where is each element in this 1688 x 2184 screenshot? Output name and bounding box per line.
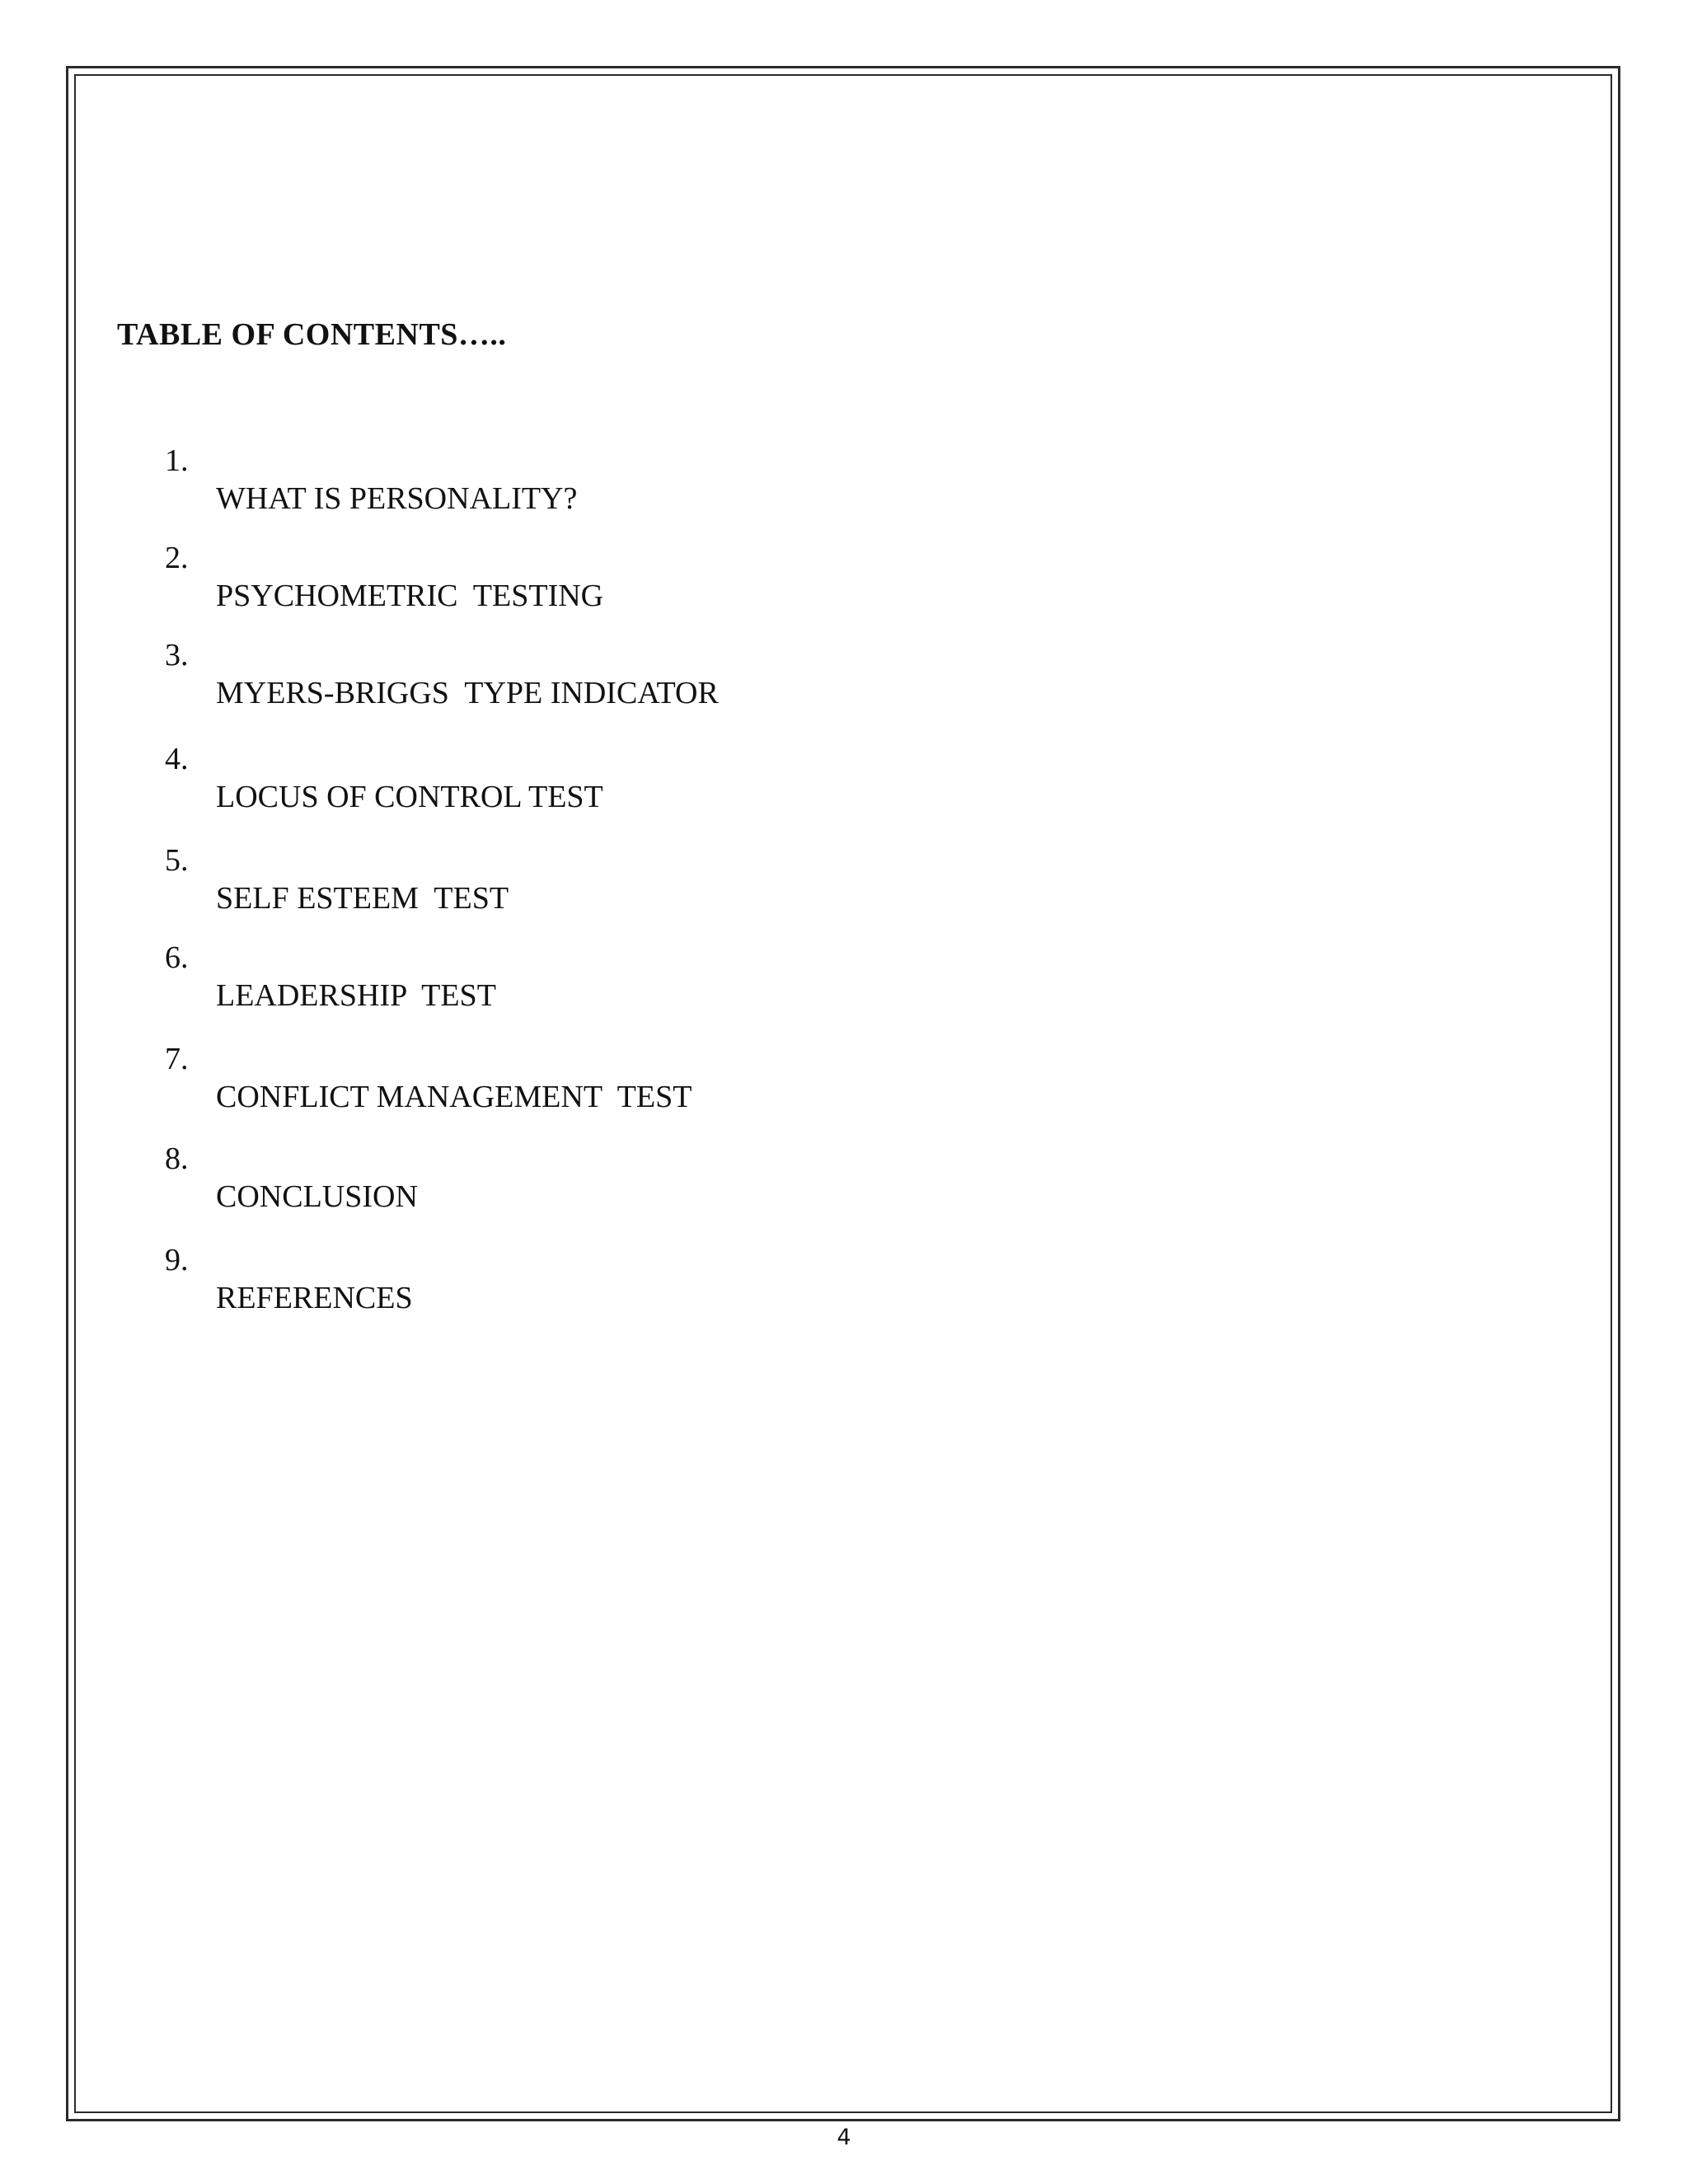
toc-item-label: PSYCHOMETRIC TESTING bbox=[216, 579, 604, 613]
toc-item-number: 1. bbox=[165, 443, 189, 478]
toc-item-number: 7. bbox=[165, 1042, 189, 1076]
toc-item-number: 9. bbox=[165, 1243, 189, 1277]
toc-item-references bbox=[0, 1203, 413, 1355]
toc-item-number: 5. bbox=[165, 843, 189, 878]
toc-item-label: CONCLUSION bbox=[216, 1179, 418, 1214]
toc-item-number: 2. bbox=[165, 541, 189, 575]
toc-item-label: LOCUS OF CONTROL TEST bbox=[216, 780, 603, 814]
toc-item-label: WHAT IS PERSONALITY? bbox=[216, 481, 578, 516]
toc-item-label: MYERS-BRIGGS TYPE INDICATOR bbox=[216, 676, 719, 710]
toc-item-number: 8. bbox=[165, 1141, 189, 1176]
toc-heading: TABLE OF CONTENTS….. bbox=[117, 317, 507, 352]
toc-item-number: 6. bbox=[165, 940, 189, 975]
toc-item-label: LEADERSHIP TEST bbox=[216, 978, 496, 1013]
toc-item-number: 3. bbox=[165, 638, 189, 673]
toc-item-label: REFERENCES bbox=[216, 1281, 413, 1315]
toc-item-label: SELF ESTEEM TEST bbox=[216, 881, 509, 916]
toc-item-number: 4. bbox=[165, 742, 189, 776]
toc-item-label: CONFLICT MANAGEMENT TEST bbox=[216, 1080, 692, 1114]
page-number: 4 bbox=[837, 2125, 851, 2150]
